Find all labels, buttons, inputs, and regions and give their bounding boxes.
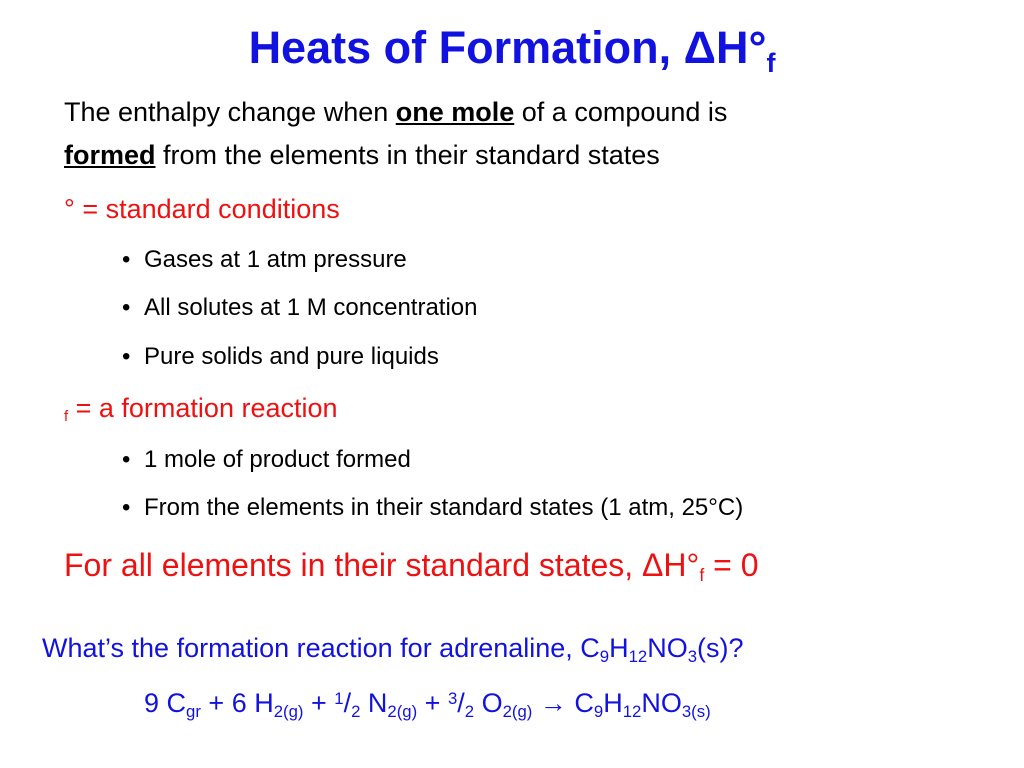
- bullet-icon: •: [122, 446, 131, 473]
- arrow-icon: →: [532, 688, 575, 718]
- emphasis-formed: formed: [64, 140, 156, 170]
- bullet-item: • 1 mole of product formed: [122, 446, 411, 473]
- bullet-item: • Gases at 1 atm pressure: [122, 246, 407, 273]
- bullet-item: • Pure solids and pure liquids: [122, 343, 439, 370]
- definition-line-2: formed from the elements in their standard states: [64, 140, 660, 170]
- title-subscript: f: [766, 48, 776, 79]
- bullet-item: • From the elements in their standard states (1 atm, 25°C): [122, 494, 744, 521]
- emphasis-one-mole: one mole: [395, 97, 515, 127]
- formation-equation: 9 $C_{gr} + 6$ $H_{2(g)} + ^1/_2$ $N_{2(g)} + ^3/_2$ $O_{2(g)} \to C_9H_{12}NO_{3(s)}$: [144, 688, 711, 722]
- adrenaline-question: What’s the formation reaction for adrenaline, $C_9H_{12}NO_3(s)$?: [42, 633, 744, 667]
- elements-statement: For all elements in their standard states, $\Delta H^\circ_f = 0$: [64, 547, 759, 586]
- bullet-item: • All solutes at 1 M concentration: [122, 294, 478, 321]
- slide-title: Heats of Formation, $\Delta H^\circ_f$: [248, 22, 776, 79]
- bullet-icon: •: [122, 494, 131, 521]
- bullet-icon: •: [122, 294, 131, 321]
- definition-line-1: The enthalpy change when one mole of a compound is: [64, 97, 728, 127]
- standard-conditions-heading: ° = standard conditions: [64, 194, 340, 224]
- bullet-icon: •: [122, 246, 131, 273]
- bullet-icon: •: [122, 343, 131, 370]
- formation-heading: $_f$ = a formation reaction: [64, 393, 338, 426]
